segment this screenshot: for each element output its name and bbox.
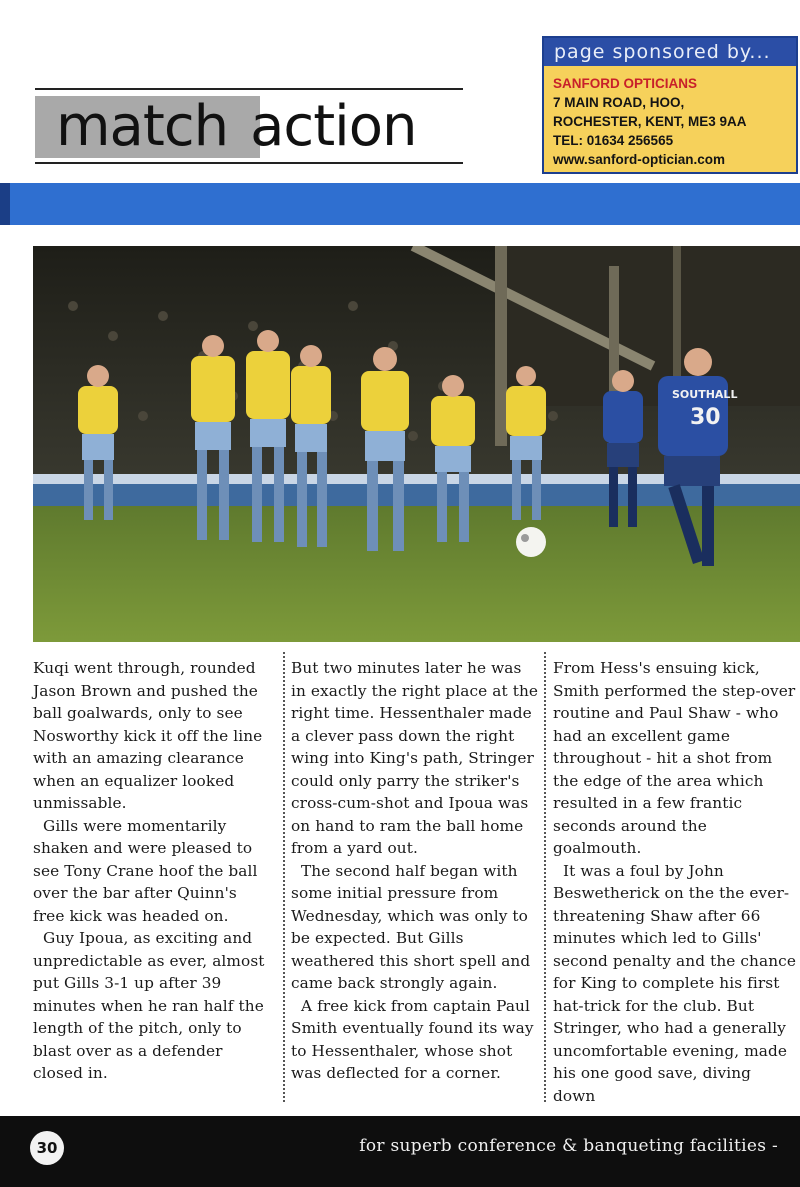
shirt-number: 30 <box>690 405 721 430</box>
paragraph: The second half began with some initial pressure from Wednesday, which was only to be expected. But Gills weathered this short spell and came back strongly again. <box>291 861 531 992</box>
column-divider <box>544 652 546 1102</box>
page-number: 30 <box>30 1131 64 1165</box>
paragraph: But two minutes later he was in exactly the right place at the right time. Hessenthaler made a clever pass down the right wing into King's path, Stringer could only parry the striker's cross-cum-shot and Ipoua was on hand to ram the ball home from a yard out. <box>291 659 539 857</box>
article-column-2 <box>291 657 541 1102</box>
blue-bar-edge <box>0 183 10 225</box>
title-rule-bottom <box>35 162 463 164</box>
sponsor-address-line2: ROCHESTER, KENT, ME3 9AA <box>553 114 747 129</box>
title-part-match: match <box>56 94 229 159</box>
paragraph: A free kick from captain Paul Smith eventually found its way to Hessenthaler, whose shot was deflected for a corner. <box>291 996 534 1082</box>
paragraph: Gills were momentarily shaken and were pleased to see Tony Crane hoof the ball over the bar after Quinn's free kick was headed on. <box>33 816 258 925</box>
article-column-3 <box>553 657 798 1105</box>
sponsor-heading: page sponsored by... <box>544 38 796 66</box>
sponsor-details <box>544 66 796 169</box>
match-photo <box>33 246 800 642</box>
article-column-1 <box>33 657 273 1102</box>
column-divider <box>283 652 285 1102</box>
blue-banner-bar <box>10 183 800 225</box>
footer-bar <box>0 1116 800 1187</box>
title-rule-top <box>35 88 463 90</box>
page-title <box>56 92 416 162</box>
sponsor-phone: TEL: 01634 256565 <box>553 133 674 148</box>
title-part-action: action <box>250 94 417 159</box>
football <box>516 527 546 557</box>
shirt-name: SOUTHALL <box>672 388 738 401</box>
sponsor-name: SANFORD OPTICIANS <box>553 76 698 91</box>
sponsor-box <box>542 36 798 174</box>
sponsor-website: www.sanford-optician.com <box>553 152 726 167</box>
match-photo-illustration <box>33 246 800 642</box>
footer-tagline: for superb conference & banqueting facilities - <box>359 1136 778 1156</box>
paragraph: Kuqi went through, rounded Jason Brown and pushed the ball goalwards, only to see Nosworthy kick it off the line with an amazing clearance when an equalizer looked unmissable. <box>33 659 263 812</box>
paragraph: It was a foul by John Beswetherick on the the ever-threatening Shaw after 66 minutes which led to Gills' second penalty and the chance for King to complete his first hat-trick for the club. But Stringer, who had a generally uncomfortable evening, made his one good save, diving down <box>553 861 796 1105</box>
paragraph: From Hess's ensuing kick, Smith performed the step-over routine and Paul Shaw - who had an excellent game throughout - hit a shot from the edge of the area which resulted in a few frantic seconds around the goalmouth. <box>553 659 796 857</box>
sponsor-address-line1: 7 MAIN ROAD, HOO, <box>553 95 685 110</box>
paragraph: Guy Ipoua, as exciting and unpredictable as ever, almost put Gills 3-1 up after 39 minutes when he ran half the length of the pitch, only to blast over as a defender closed in. <box>33 929 265 1082</box>
